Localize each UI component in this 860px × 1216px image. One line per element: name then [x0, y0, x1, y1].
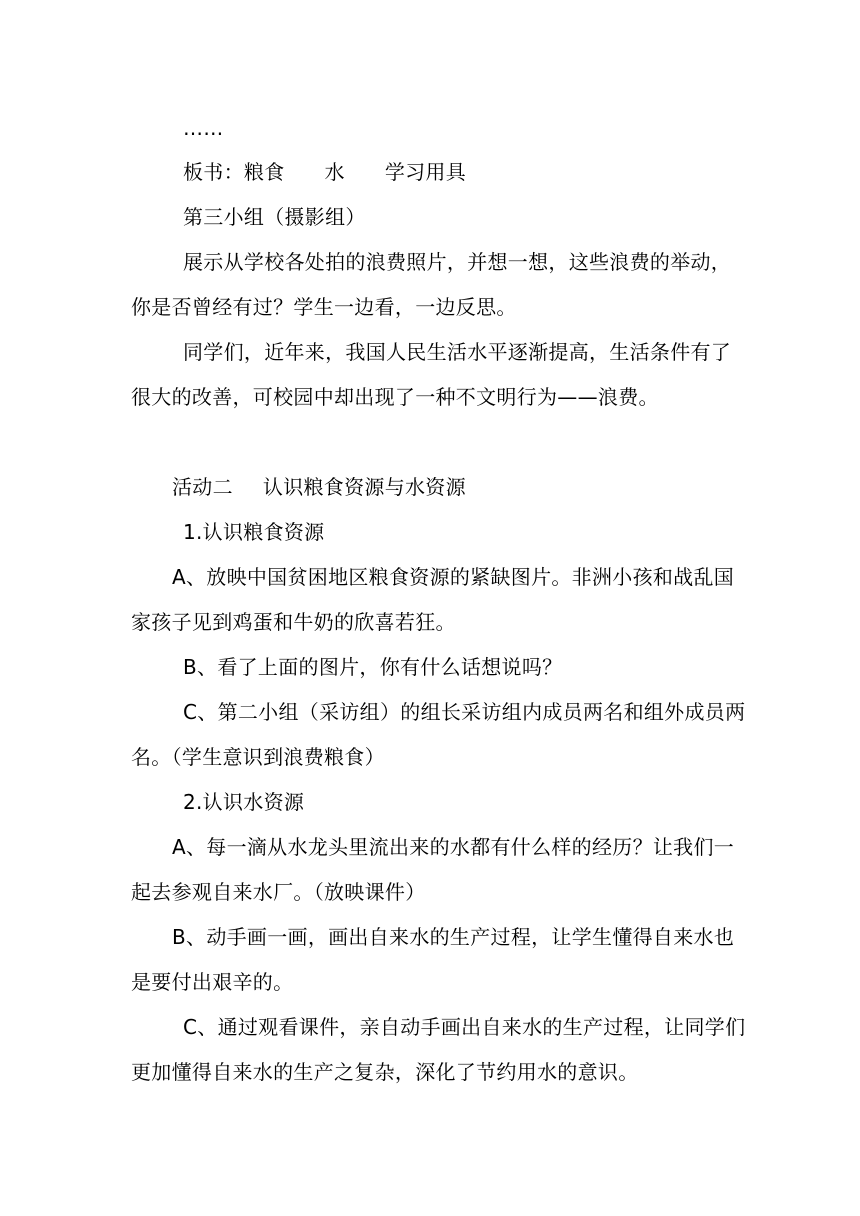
group3-title: 第三小组（摄影组）: [183, 205, 366, 229]
activity2-title: 认识粮食资源与水资源: [262, 475, 466, 499]
food-c-line1: C、第二小组（采访组）的组长采访组内成员两名和组外成员两: [183, 700, 746, 724]
board-line: [183, 160, 466, 184]
water-a-line1: A、每一滴从水龙头里流出来的水都有什么样的经历？让我们一: [172, 835, 735, 859]
food-c-line2: 名。（学生意识到浪费粮食）: [131, 745, 385, 769]
para-photos-line1: 展示从学校各处拍的浪费照片，并想一想，这些浪费的举动，: [183, 250, 732, 274]
food-section-heading: 1.认识粮食资源: [183, 520, 325, 544]
board-prefix: 板书：粮食: [183, 160, 285, 184]
water-c-line2: 更加懂得自来水的生产之复杂，深化了节约用水的意识。: [131, 1060, 639, 1084]
para-students-line2: 很大的改善，可校园中却出现了一种不文明行为——浪费。: [131, 385, 659, 409]
food-a-line2: 家孩子见到鸡蛋和牛奶的欣喜若狂。: [131, 610, 456, 634]
water-b-line2: 是要付出艰辛的。: [131, 970, 294, 994]
water-section-heading: 2.认识水资源: [183, 790, 305, 814]
water-b-line1: B、动手画一画，画出自来水的生产过程，让学生懂得自来水也: [172, 925, 735, 949]
activity2-heading: [172, 475, 466, 499]
board-item-supplies: 学习用具: [384, 160, 467, 184]
food-a-line1: A、放映中国贫困地区粮食资源的紧缺图片。非洲小孩和战乱国: [172, 565, 735, 589]
water-c-line1: C、通过观看课件，亲自动手画出自来水的生产过程，让同学们: [183, 1015, 746, 1039]
activity2-label: 活动二: [172, 475, 233, 499]
board-item-water: 水: [324, 160, 345, 184]
para-students-line1: 同学们，近年来，我国人民生活水平逐渐提高，生活条件有了: [183, 340, 732, 364]
ellipsis: ……: [183, 116, 224, 140]
water-a-line2: 起去参观自来水厂。（放映课件）: [131, 880, 426, 904]
para-photos-line2: 你是否曾经有过？学生一边看，一边反思。: [131, 295, 517, 319]
food-b-line: B、看了上面的图片，你有什么话想说吗？: [183, 655, 563, 679]
